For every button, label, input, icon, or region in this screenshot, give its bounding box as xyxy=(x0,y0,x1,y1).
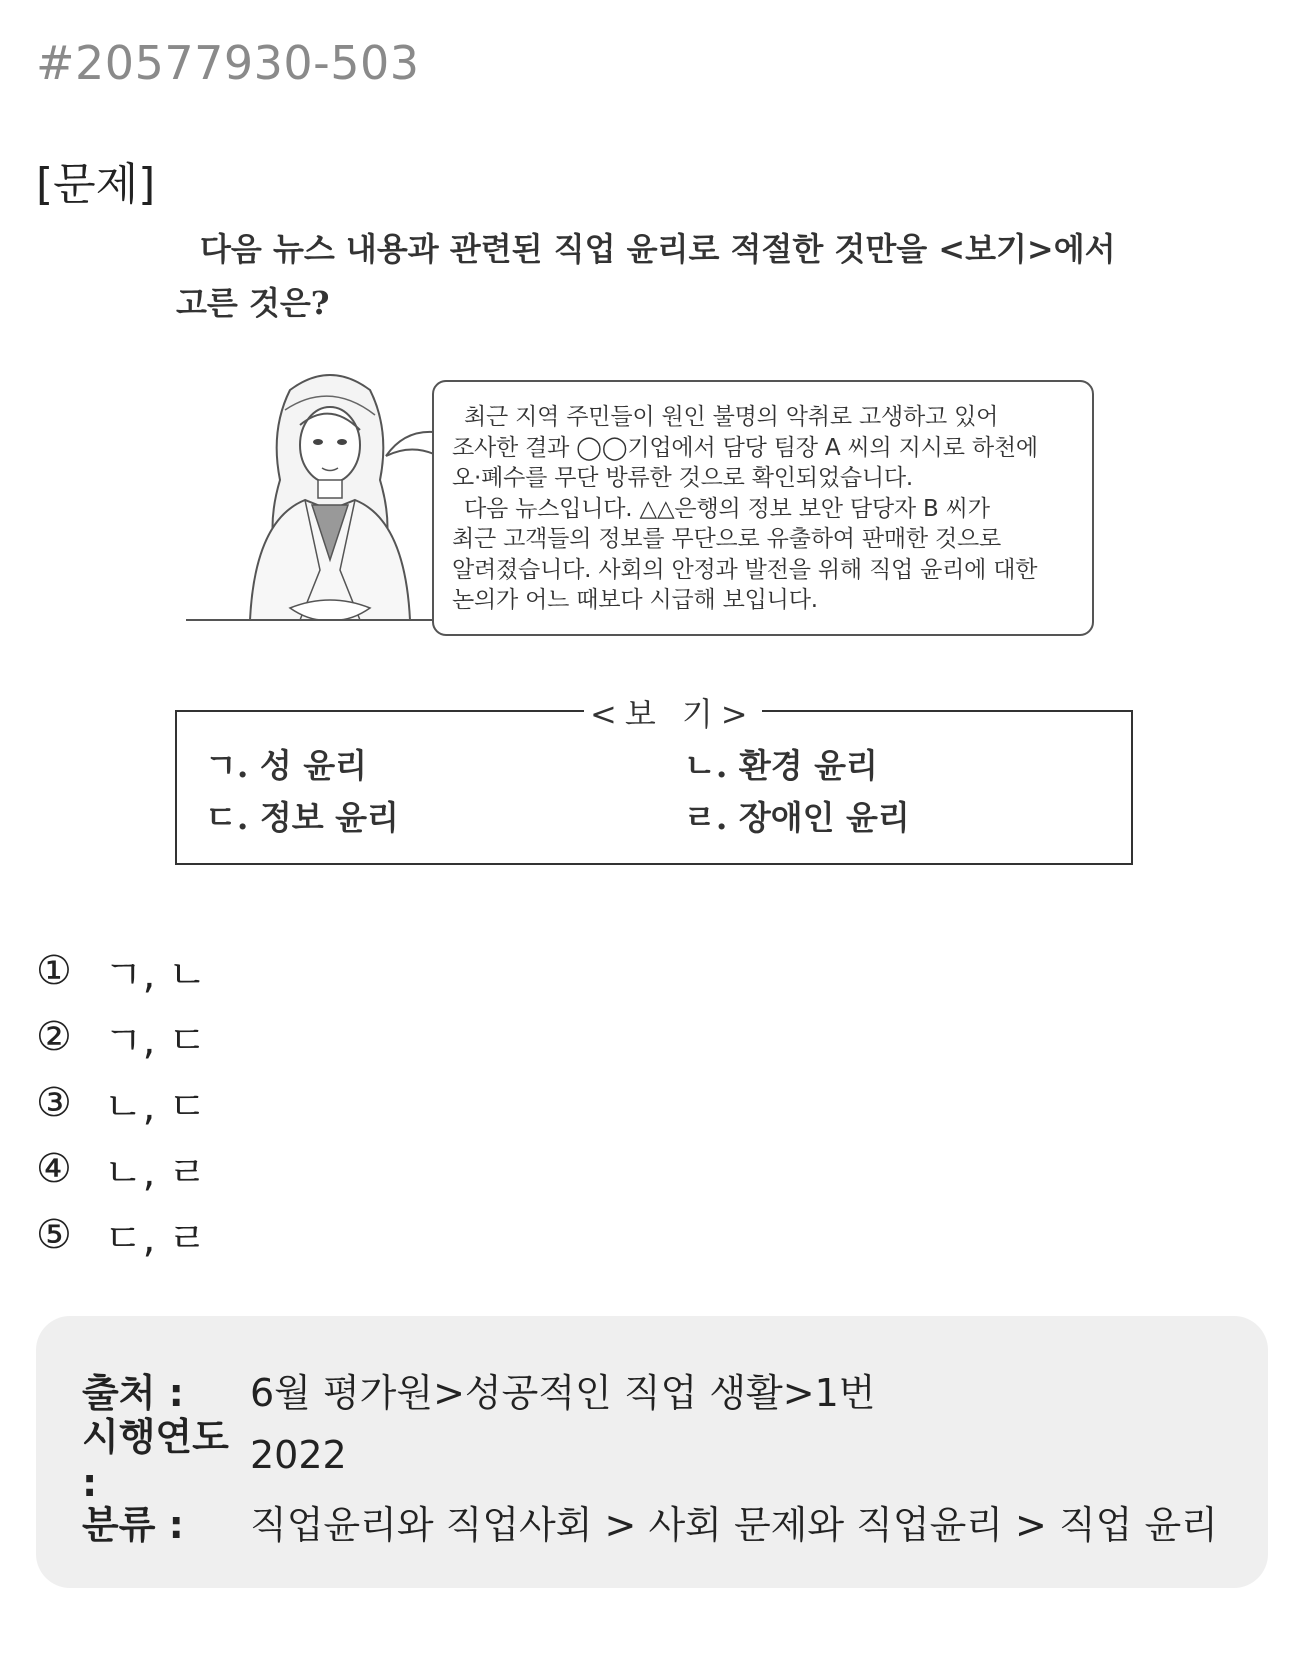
choice-number: ④ xyxy=(36,1146,72,1192)
section-label: [문제] xyxy=(36,159,156,210)
choice-number: ① xyxy=(36,948,72,994)
meta-category-row xyxy=(82,1488,1268,1554)
news-line: 오·폐수를 무단 방류한 것으로 확인되었습니다. xyxy=(452,465,914,491)
news-line: 논의가 어느 때보다 시급해 보입니다. xyxy=(452,587,818,613)
choice-text: ㄴ, ㄹ xyxy=(104,1149,207,1196)
bogi-item: ㄹ. 장애인 윤리 xyxy=(684,798,910,837)
question-id: #20577930-503 xyxy=(36,36,420,90)
choice-3[interactable] xyxy=(36,1070,207,1136)
meta-category-value: 직업윤리와 직업사회 > 사회 문제와 직업윤리 > 직업 윤리 xyxy=(250,1502,1218,1547)
meta-year-value: 2022 xyxy=(250,1433,347,1477)
news-line: 다음 뉴스입니다. △△은행의 정보 보안 담당자 B 씨가 xyxy=(464,495,990,522)
meta-year-row xyxy=(82,1414,1268,1505)
news-line: 최근 지역 주민들이 원인 불명의 악취로 고생하고 있어 xyxy=(464,404,999,430)
metadata-panel xyxy=(36,1316,1268,1588)
question-stem xyxy=(176,222,1136,330)
choice-2[interactable] xyxy=(36,1004,207,1070)
bogi-item: ㄷ. 정보 윤리 xyxy=(205,798,399,837)
choice-text: ㄴ, ㄷ xyxy=(104,1083,207,1130)
choice-text: ㄷ, ㄹ xyxy=(104,1215,207,1262)
stem-line-2: 고른 것은? xyxy=(176,284,330,322)
choice-1[interactable] xyxy=(36,938,207,1004)
choice-text: ㄱ, ㄷ xyxy=(104,1017,207,1064)
desk-line xyxy=(186,619,436,621)
choice-number: ② xyxy=(36,1014,72,1060)
meta-source-value: 6월 평가원>성공적인 직업 생활>1번 xyxy=(250,1370,876,1415)
news-speech-bubble xyxy=(432,380,1094,636)
choice-number: ③ xyxy=(36,1080,72,1126)
bogi-title: <보 기> xyxy=(584,689,762,735)
choice-4[interactable] xyxy=(36,1136,207,1202)
stem-line-1: 다음 뉴스 내용과 관련된 직업 윤리로 적절한 것만을 <보기>에서 xyxy=(200,230,1116,268)
speech-bubble-tail xyxy=(384,430,436,460)
bogi-item: ㄴ. 환경 윤리 xyxy=(684,746,878,785)
news-line: 최근 고객들의 정보를 무단으로 유출하여 판매한 것으로 xyxy=(452,526,1002,552)
choice-text: ㄱ, ㄴ xyxy=(104,951,207,998)
news-line: 알려졌습니다. 사회의 안정과 발전을 위해 직업 윤리에 대한 xyxy=(452,556,1038,583)
meta-source-row xyxy=(82,1356,1268,1422)
meta-year-label: 시행연도 : xyxy=(82,1414,229,1505)
news-anchor-illustration xyxy=(230,370,430,645)
answer-choices xyxy=(36,938,207,1268)
choice-5[interactable] xyxy=(36,1202,207,1268)
bogi-item: ㄱ. 성 윤리 xyxy=(205,746,367,785)
meta-source-label: 출처 : xyxy=(82,1370,184,1415)
choice-number: ⑤ xyxy=(36,1212,72,1258)
meta-category-label: 분류 : xyxy=(82,1502,184,1547)
news-line: 조사한 결과 ◯◯기업에서 담당 팀장 A 씨의 지시로 하천에 xyxy=(452,434,1038,461)
